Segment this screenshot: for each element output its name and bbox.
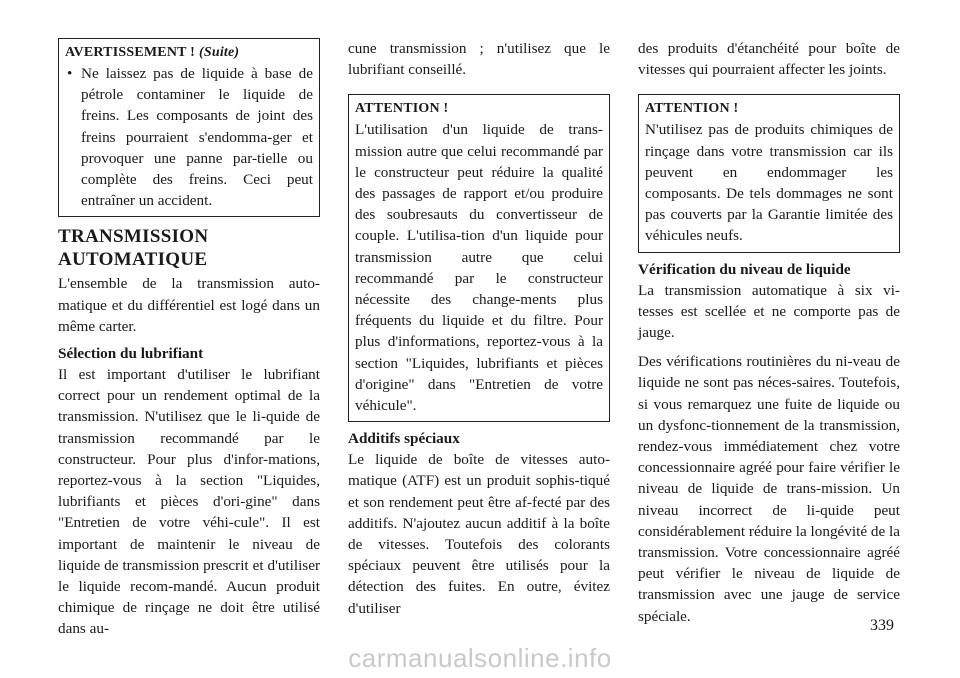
- lubricant-paragraph: Il est important d'utiliser le lubrifiant correct pour un rendement optimal de la transmission. N'utilisez que le li-quide de transmission recommandé par le constructeur. Pour plus d'infor-mations, reportez-vous à la section "Liquides, lubrifiants et pièces d'ori-gine" dans "Entretien de votre véhi-cule". Il est important de maintenir le niveau de liquide de transmission prescrit et d'utiliser le liquide recom-mandé. Aucun produit chimique de rinçage ne doit être utilisé dans au-: [58, 366, 320, 638]
- attention-title: ATTENTION !: [355, 101, 449, 117]
- warning-title-text: AVERTISSEMENT !: [65, 45, 195, 60]
- warning-bullet: • Ne laissez pas de liquide à base de pétrole contaminer le liquide de freins. Les composants de joint des freins pourraient s'endomma-ger et provoquer une panne par-tielle ou complète des freins. Ceci peut entraîner un accident.: [65, 63, 313, 211]
- attention-box: [638, 94, 900, 252]
- warning-suite: (Suite): [198, 45, 240, 60]
- column-1: [58, 38, 320, 640]
- attention-box: [348, 94, 610, 422]
- warning-box: [58, 38, 320, 217]
- additives-paragraph: Le liquide de boîte de vitesses auto-matique (ATF) est un produit sophis-tiqué et son rendement peut être af-fecté par des additifs. N'ajoutez aucun additif à la boîte de vitesses. Toutefois des colorants spéciaux peuvent être utilisés pour la détection des fuites. En outre, évitez d'utiliser: [348, 451, 610, 617]
- warning-list: [65, 63, 313, 211]
- additives-heading: Additifs spéciaux: [348, 430, 460, 448]
- attention-title: ATTENTION !: [645, 101, 739, 117]
- intro-paragraph: L'ensemble de la transmission auto-matique et du différentiel est logé dans un même carter.: [58, 275, 320, 335]
- column-2: [348, 38, 610, 619]
- attention-paragraph: N'utilisez pas de produits chimiques de rinçage dans votre transmission car ils peuvent en endommager les composants. De tels dommages ne sont pas couverts par la Garantie limitée des véhicules neufs.: [645, 121, 893, 245]
- fluid-level-heading: Vérification du niveau de liquide: [638, 260, 851, 278]
- warning-title: [65, 43, 313, 63]
- column-3: [638, 38, 900, 627]
- attention-paragraph: L'utilisation d'un liquide de trans-mission autre que celui recommandé par le constructeur peut réduire la qualité des passages de rapport et/ou produire des soubresauts du convertisseur de couple. L'utilisa-tion d'un liquide pour transmission autre que celui recommandé par le constructeur nécessite des change-ments plus fréquents du liquide et du filtre. Pour plus d'informations, reportez-vous à la section "Liquides, lubrifiants et pièces d'origine" dans "Entretien de votre véhicule".: [355, 121, 603, 415]
- fluid-level-paragraph: La transmission automatique à six vi-tesses est scellée et ne comporte pas de jauge.: [638, 281, 900, 342]
- page-number: 339: [870, 617, 894, 634]
- fluid-level-paragraph-2: Des vérifications routinières du ni-veau de liquide ne sont pas néces-saires. Toutefois, si vous remarquez une fuite de liquide ou un dysfonc-tionnement de la transmission, rendez-vous immédiatement chez votre concessionnaire agréé pour faire vérifier le niveau de liquide de trans-mission. Un niveau incorrect de li-quide peut considérablement réduire la longévité de la transmission. Votre concessionnaire agréé peut vérifier le niveau de liquide de transmission avec une jauge de service spéciale.: [638, 353, 900, 625]
- continued-paragraph: des produits d'étanchéité pour boîte de vitesses qui pourraient affecter les joints.: [638, 40, 900, 79]
- continued-paragraph: cune transmission ; n'utilisez que le lubrifiant conseillé.: [348, 40, 610, 79]
- lubricant-heading: Sélection du lubrifiant: [58, 345, 204, 363]
- section-title: TRANSMISSION AUTOMATIQUE: [58, 226, 209, 271]
- watermark: carmanualsonline.info: [348, 643, 612, 673]
